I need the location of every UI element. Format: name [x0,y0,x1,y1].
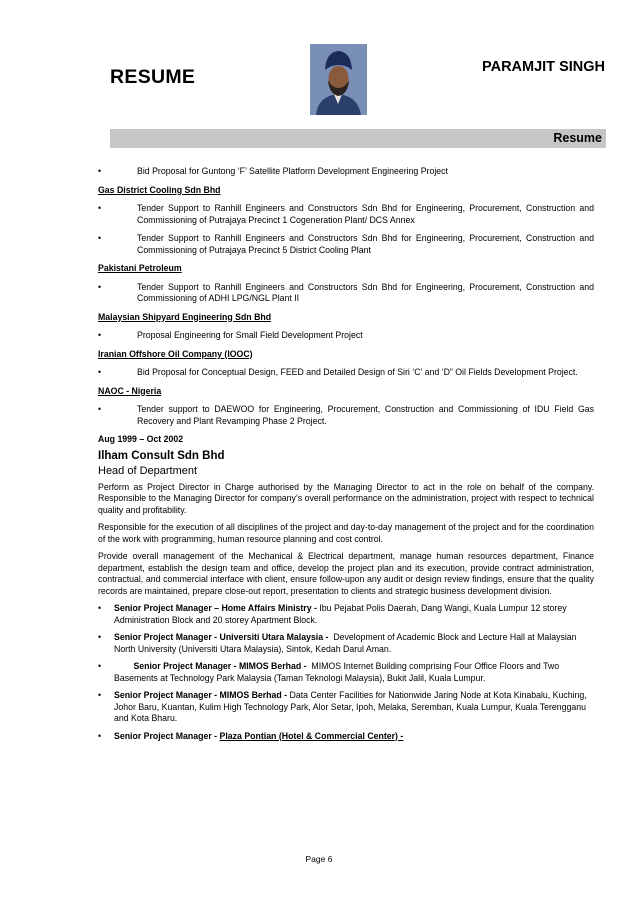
bullet-icon: • [98,166,102,176]
list-item-text: Bid Proposal for Conceptual Design, FEED and Detailed Design of Siri ‘C’ and ‘D” Oil Fields Development Project. [137,367,578,377]
job-position: Head of Department [98,465,198,477]
project-description [114,661,594,684]
list-item-text: Proposal Engineering for Small Field Development Project [137,330,363,340]
project-detail: Ibu Pejabat Polis Daerah, Dang Wangi, Kuala Lumpur 12 storey Administration Block and 20 storey Apartment Block. [114,603,567,625]
bullet-icon: • [98,632,102,642]
bullet-icon: • [98,367,102,377]
list-item [98,690,594,725]
project-description [114,603,594,626]
bullet-icon: • [98,233,102,243]
project-detail: MIMOS Internet Building comprising Four Office Floors and Two Basements at Technology Park Malaysia (Taman Teknologi Malaysia), Bukit Jalil, Kuala Lumpur. [114,661,560,683]
bullet-icon: • [98,281,102,292]
list-item-text: Tender support to DAEWOO for Engineering, Procurement, Construction and Commissioning of IDU Field Gas Recovery and Plant Revamping Phase 2 Project. [137,404,594,426]
list-item [98,367,594,379]
job-description [98,482,594,598]
company-heading: NAOC - Nigeria [98,385,162,396]
company-heading: Pakistani Petroleum [98,263,182,273]
description-paragraph: Provide overall management of the Mechanical & Electrical department, manage human resources department, Finance department, establish the design team and office, develop the project plan and its execution, provide contract administration, contractual, and commercial interface with client, ensure follow-upon any audit or design review findings, ensure that the quality records are maintained, prepare close-out report, presentation to clients and strategic business development division. [98,551,594,596]
description-paragraph: Perform as Project Director in Charge authorised by the Managing Director to act in the role on behalf of the company. Responsible to the Managing Director for company’s overall performance on the administration, project with respect to technical quality and profitability. [98,481,594,515]
project-description [114,690,594,725]
description-paragraph: Responsible for the execution of all disciplines of the project and day-to-day management of the project and for the coordination of the work with programming, human resource planning and cost control. [98,522,594,544]
list-item [98,233,594,256]
bullet-icon: • [98,203,102,213]
list-item [98,603,594,626]
company-heading: Gas District Cooling Sdn Bhd [98,184,221,195]
list-item [98,166,594,178]
resume-title: RESUME [110,66,196,88]
list-item-text: Bid Proposal for Guntong ‘F’ Satellite Platform Development Engineering Project [137,166,448,176]
page-number: Page 6 [305,854,333,864]
list-item [98,203,594,226]
bullet-icon: • [98,330,102,340]
project-role: Senior Project Manager - Universiti Utara Malaysia - [114,632,331,642]
project-detail: Development of Academic Block and Lecture Hall at Malaysian North University (Universiti Utara Malaysia), Sintok, Kedah Darul Aman. [114,632,577,654]
list-item [98,330,594,342]
list-item [98,282,594,305]
bullet-icon: • [98,730,102,741]
project-role: Senior Project Manager - MIMOS Berhad - [114,661,309,671]
resume-content [98,166,594,748]
job-company: Ilham Consult Sdn Bhd [98,449,225,462]
candidate-name: PARAMJIT SINGH [482,59,605,75]
company-heading: Malaysian Shipyard Engineering Sdn Bhd [98,311,272,322]
company-heading: Iranian Offshore Oil Company (IOOC) [98,348,253,359]
bullet-icon: • [98,690,102,700]
project-detail: Data Center Facilities for Nationwide Jaring Node at Kota Kinabalu, Kuching, Johor Baru, Kuantan, Kulim High Technology Park, Alor Setar, Ipoh, Melaka, Seremban, Kuala Lumpur, Kuala Terengganu and Kota Bharu. [114,690,587,723]
project-role: Senior Project Manager - [114,730,220,741]
list-item-text: Tender Support to Ranhill Engineers and Constructors Sdn Bhd for Engineering, Procurement, Construction and Commissioning of Putrajaya Precinct 5 District Cooling Plant [137,233,594,255]
banner-label: Resume [553,131,602,145]
bullet-icon: • [98,404,102,414]
project-list [98,166,594,427]
list-item-text: Tender Support to Ranhill Engineers and Constructors Sdn Bhd for Engineering, Procurement, Construction and Commissioning of ADHI LPG/NGL Plant II [137,281,594,303]
bullet-icon: • [98,661,102,671]
project-role: Senior Project Manager - MIMOS Berhad - [114,690,290,700]
section-banner [110,129,606,148]
list-item [98,731,594,743]
list-item-text: Tender Support to Ranhill Engineers and Constructors Sdn Bhd for Engineering, Procurement, Construction and Commissioning of Putrajaya Precinct 1 Cogeneration Plant/ DCS Annex [137,203,594,225]
project-description [114,632,594,655]
list-item [98,404,594,427]
profile-photo [310,44,367,115]
list-item [98,661,594,684]
project-description [114,731,594,743]
project-role: Senior Project Manager – Home Affairs Ministry - [114,603,320,613]
list-item [98,632,594,655]
project-client: Plaza Pontian (Hotel & Commercial Center) - [219,730,404,741]
job-projects [98,603,594,742]
bullet-icon: • [98,603,102,613]
job-period: Aug 1999 – Oct 2002 [98,434,184,444]
